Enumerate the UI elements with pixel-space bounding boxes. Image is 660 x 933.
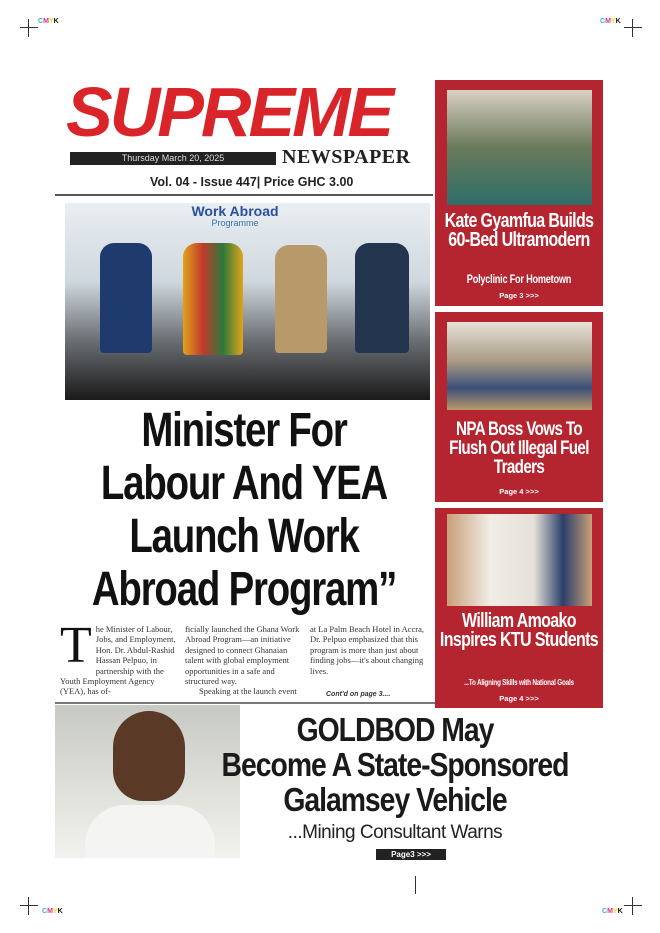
crop-mark-icon: [624, 897, 642, 915]
drop-cap: T: [60, 617, 92, 674]
center-mark: [415, 876, 416, 894]
crop-mark-icon: [20, 19, 38, 37]
bottom-subheadline: ...Mining Consultant Warns: [287, 822, 503, 843]
story-photo: [447, 90, 592, 205]
sidebar-story-1[interactable]: [435, 80, 603, 306]
issue-date: Thursday March 20, 2025: [70, 152, 276, 165]
page-link[interactable]: Page3 >>>: [376, 849, 446, 860]
story-title: NPA Boss Vows To Flush Out Illegal Fuel Traders: [449, 419, 589, 478]
main-headline[interactable]: Minister For Labour And YEA Launch Work Abroad Program”: [91, 404, 397, 616]
story-photo: [447, 514, 592, 606]
story-photo: [447, 322, 592, 410]
story-title: Kate Gyamfua Builds 60-Bed Ultramodern: [444, 210, 594, 251]
story-title: William Amoako Inspires KTU Students: [439, 610, 599, 651]
cmyk-mark: CMYK: [42, 908, 63, 915]
cmyk-mark: CMYK: [600, 18, 621, 25]
photo-banner: Work Abroad Programme: [191, 203, 279, 228]
main-story-photo: [65, 203, 430, 400]
page-link[interactable]: Page 3 >>>: [499, 291, 539, 300]
divider: [55, 702, 435, 704]
page-link[interactable]: Page 4 >>>: [499, 487, 539, 496]
cmyk-mark: CMYK: [38, 18, 59, 25]
masthead-logo: SUPREME: [66, 73, 392, 151]
masthead-subtitle: NEWSPAPER: [282, 146, 411, 168]
page-link[interactable]: Page 4 >>>: [499, 694, 539, 703]
story-subtitle: Polyclinic For Hometown: [466, 274, 572, 286]
sidebar-story-3[interactable]: [435, 508, 603, 708]
crop-mark-icon: [624, 19, 642, 37]
crop-mark-icon: [20, 897, 38, 915]
bottom-headline[interactable]: GOLDBOD May Become A State-Sponsored Galamsey Vehicle: [221, 711, 569, 818]
story-subtitle: ...To Aligning Skills with National Goals: [464, 678, 574, 687]
continued-link[interactable]: Cont'd on page 3....: [326, 691, 391, 698]
divider: [55, 194, 433, 196]
cmyk-mark: CMYK: [602, 908, 623, 915]
issue-line: Vol. 04 - Issue 447| Price GHC 3.00: [150, 175, 354, 189]
sidebar-story-2[interactable]: [435, 312, 603, 502]
